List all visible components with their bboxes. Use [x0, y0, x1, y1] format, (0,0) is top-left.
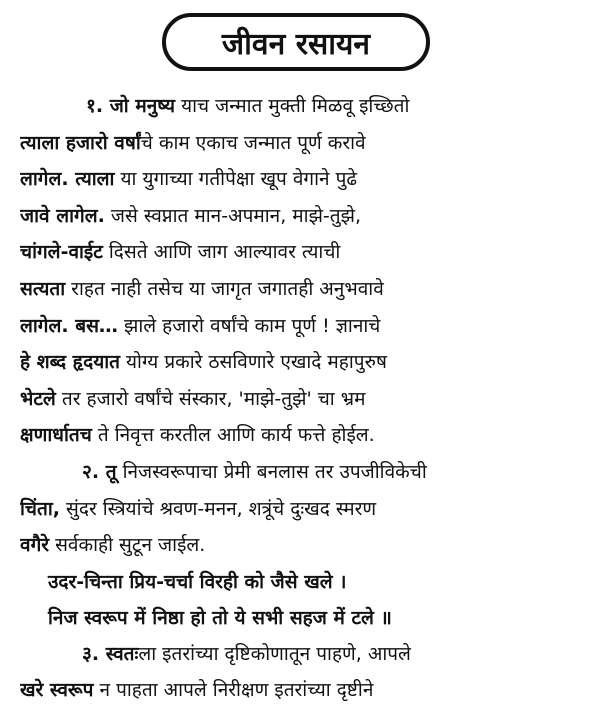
text-bold: सत्यता [20, 277, 66, 300]
text-bold: लागेल. त्याला [20, 168, 115, 191]
text-line [20, 636, 588, 673]
text-regular: न पाहता आपले निरीक्षण इतरांच्या दृष्टीने [93, 679, 374, 702]
text-line [20, 88, 588, 125]
text-regular: चे काम एकाच जन्मात पूर्ण करावे [140, 131, 366, 154]
text-regular: तर हजारो वर्षांचे संस्कार, 'माझे-तुझे' चा भ्रम [55, 387, 366, 410]
text-bold: चांगले-वाईट [20, 241, 103, 264]
text-regular: सुंदर स्त्रियांचे श्रवण-मनन, शत्रूंचे दुःखद स्मरण [59, 497, 377, 520]
text-bold: चिंता, [20, 497, 60, 520]
paragraph-2 [20, 454, 588, 564]
text-regular: ला इतरांच्या दृष्टिकोणातून पाहणे, आपले [138, 642, 411, 665]
text-line [20, 308, 588, 345]
text-line [20, 271, 588, 308]
text-regular: योग्य प्रकारे ठसविणारे एखादे महापुरुष [119, 351, 387, 374]
text-bold: वगैरे [20, 534, 50, 557]
text-bold: ३. स्वतः [82, 642, 139, 665]
text-regular: निजस्वरूपाचा प्रेमी बनलास तर उपजीविकेची [116, 460, 427, 483]
text-bold: भेटले [20, 387, 56, 410]
text-line [20, 417, 588, 454]
text-regular: राहत नाही तसेच या जागृत जगातही अनुभवावे [65, 277, 384, 300]
text-line [20, 161, 588, 198]
text-regular: ते निवृत्त करतील आणि कार्य फत्ते होईल. [91, 424, 375, 447]
text-line [20, 344, 588, 381]
text-bold: २. तू [82, 460, 117, 483]
text-regular: सर्वकाही सुटून जाईल. [49, 534, 206, 557]
text-line [20, 234, 588, 271]
text-line [20, 672, 588, 709]
text-regular: दिसते आणि जाग आल्यावर त्याची [102, 241, 341, 264]
text-regular: याच जन्मात मुक्ती मिळवू इच्छितो [175, 95, 410, 117]
text-bold: त्याला हजारो वर्षां [20, 131, 141, 154]
verse-line: उदर-चिन्ता प्रिय-चर्चा विरही को जैसे खले । [48, 570, 347, 593]
text-bold: १. जो मनुष्य [86, 95, 176, 117]
text-bold: जावे लागेल. [20, 204, 105, 227]
text-line [20, 454, 588, 491]
text-body [20, 88, 588, 709]
text-line [20, 198, 588, 235]
page-title: जीवन रसायन [221, 26, 371, 62]
text-line [20, 491, 588, 528]
paragraph-3 [20, 636, 588, 709]
text-bold: क्षणार्धातच [20, 424, 92, 447]
text-regular: झाले हजारो वर्षांचे काम पूर्ण ! ज्ञानाचे [117, 314, 381, 337]
text-regular: जसे स्वप्नात मान-अपमान, माझे-तुझे, [104, 204, 362, 227]
text-regular: या युगाच्या गतीपेक्षा खूप वेगाने पुढे [114, 168, 358, 191]
text-bold: लागेल. बस… [20, 314, 118, 337]
text-line [20, 527, 588, 564]
text-line [20, 125, 588, 162]
verse-block [20, 564, 588, 636]
text-bold: खरे स्वरूप [20, 679, 94, 702]
title-frame [162, 13, 430, 71]
text-bold: हे शब्द हृदयात [20, 351, 120, 374]
paragraph-1 [20, 88, 588, 454]
text-line [20, 381, 588, 418]
verse-line: निज स्वरूप में निष्ठा हो तो ये सभी सहज में टले ॥ [48, 606, 392, 629]
